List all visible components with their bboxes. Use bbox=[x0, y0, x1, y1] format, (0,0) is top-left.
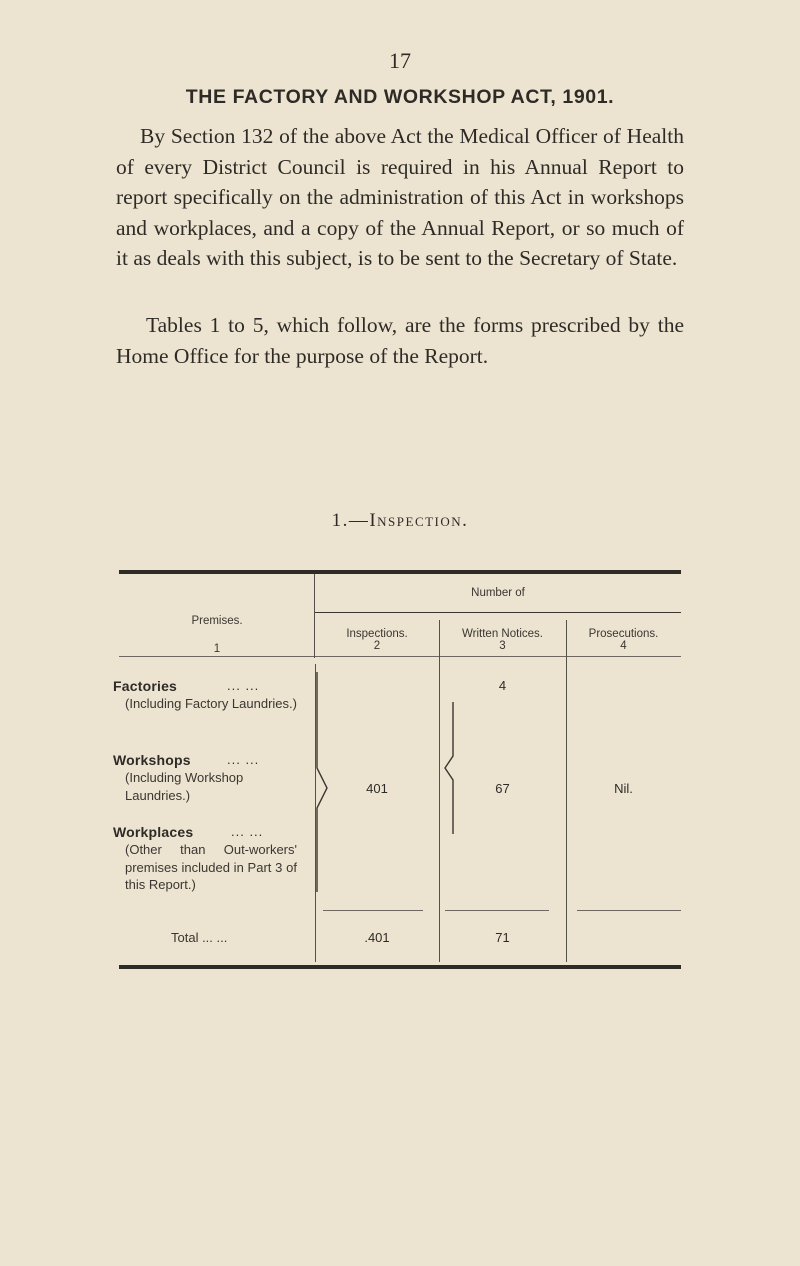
total-inspections: .401 bbox=[364, 930, 390, 945]
total-rule-col2 bbox=[323, 910, 423, 911]
factories-note: (Including Factory Laundries.) bbox=[125, 696, 297, 711]
tables-paragraph: Tables 1 to 5, which follow, are the forms prescribed by the Home Office for the purpose of the Report. bbox=[116, 313, 684, 368]
prosecutions-header: Prosecutions. bbox=[588, 628, 659, 640]
act-title: THE FACTORY AND WORKSHOP ACT, 1901. bbox=[185, 86, 615, 108]
total-label: Total ... ... bbox=[171, 930, 228, 945]
factories-label: Factories bbox=[113, 678, 178, 694]
intro-paragraph: By Section 132 of the above Act the Medical Officer of Health of every District Council is required in his Annual Report to report specifically on the administration of this Act in workshops and workplaces, and a copy of the Annual Report, or so much of it as deals with this subject, is to be sent to the Secretary of State. bbox=[116, 124, 684, 270]
table-top-rule bbox=[119, 570, 681, 574]
workplaces-leader-dots: ... ... bbox=[231, 824, 264, 839]
total-rule-col4 bbox=[577, 910, 681, 911]
inspections-col-number: 2 bbox=[373, 640, 381, 652]
group-header: Number of bbox=[471, 587, 525, 599]
notices-factories-value: 4 bbox=[498, 678, 507, 693]
workplaces-label: Workplaces bbox=[113, 824, 194, 840]
workshops-leader-dots: ... ... bbox=[227, 752, 260, 767]
total-rule-col3 bbox=[445, 910, 549, 911]
page-number: 17 bbox=[389, 48, 411, 73]
total-notices: 71 bbox=[495, 930, 510, 945]
section-title: 1.—Inspection. bbox=[331, 510, 469, 531]
premises-col-number: 1 bbox=[213, 643, 221, 655]
workplaces-note: (Other than Out-workers' premises included in Part 3 of this Report.) bbox=[125, 842, 297, 892]
notices-brace bbox=[443, 698, 457, 838]
notices-combined-value: 67 bbox=[495, 781, 510, 796]
factories-leader-dots: ... ... bbox=[227, 678, 260, 693]
prosecutions-col-number: 4 bbox=[620, 640, 627, 652]
inspections-header: Inspections. bbox=[346, 628, 408, 640]
prosecutions-value: Nil. bbox=[614, 781, 633, 796]
workshops-label: Workshops bbox=[113, 752, 191, 768]
notices-col-number: 3 bbox=[499, 640, 506, 652]
group-header-rule bbox=[315, 612, 681, 613]
workshops-note: (Including Workshop Laundries.) bbox=[125, 770, 244, 803]
premises-header: Premises. bbox=[191, 615, 243, 627]
inspection-table bbox=[113, 568, 681, 970]
inspections-value: 401 bbox=[366, 781, 388, 796]
notices-header: Written Notices. bbox=[462, 628, 543, 640]
table-bottom-rule bbox=[119, 965, 681, 969]
header-bottom-rule bbox=[119, 656, 681, 657]
